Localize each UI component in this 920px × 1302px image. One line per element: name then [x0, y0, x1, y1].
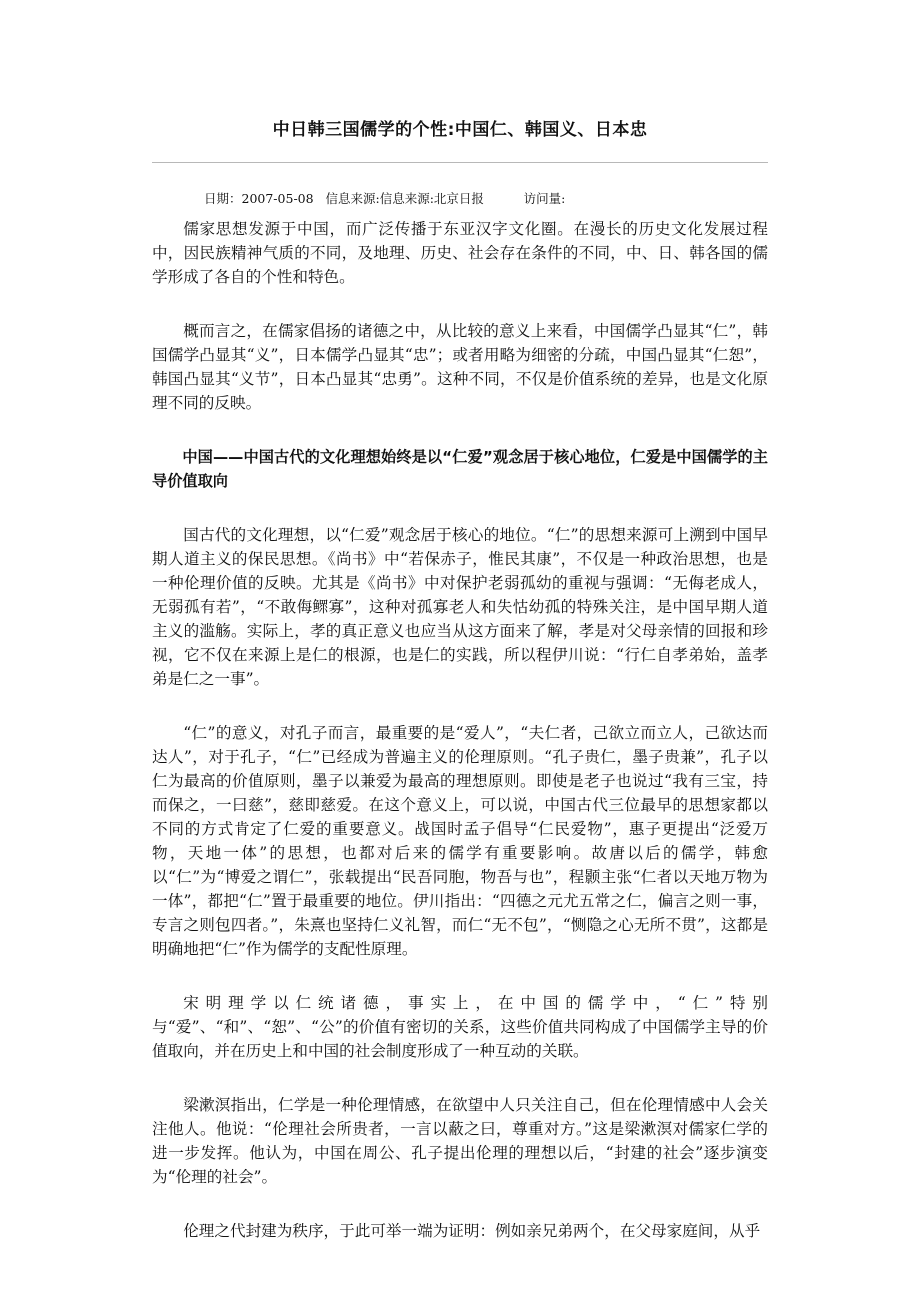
article-meta — [152, 191, 768, 207]
paragraph-liang: 梁漱溟指出，仁学是一种伦理情感，在欲望中人只关注自己，但在伦理情感中人会关注他人。他说：“伦理社会所贵者，一言以蔽之曰，尊重对方。”这是梁漱溟对儒家仁学的进一步发挥。他认为，中国在周公、孔子提出伦理的理想以后，“封建的社会”逐步演变为“伦理的社会”。 — [152, 1096, 768, 1186]
paragraph-ethics: 伦理之代封建为秩序，于此可举一端为证明：例如亲兄弟两个，在父母家庭间，从乎 — [183, 1222, 761, 1240]
paragraph-intro: 儒家思想发源于中国，而广泛传播于东亚汉字文化圈。在漫长的历史文化发展过程中，因民族精神气质的不同，及地理、历史、社会存在条件的不同，中、日、韩各国的儒学形成了各自的个性和特色。 — [152, 220, 768, 286]
article-page — [152, 0, 768, 1273]
paragraph-summary: 概而言之，在儒家倡扬的诸德之中，从比较的意义上来看，中国儒学凸显其“仁”，韩国儒学凸显其“义”，日本儒学凸显其“忠”；或者用略为细密的分疏，中国凸显其“仁恕”，韩国凸显其“义节”，日本凸显其“忠勇”。这种不同，不仅是价值系统的差异，也是文化原理不同的反映。 — [152, 322, 768, 412]
article-body — [152, 217, 768, 1243]
meta-source: 信息来源:信息来源:北京日报 — [325, 191, 484, 206]
title-divider — [152, 162, 768, 163]
article-title: 中日韩三国儒学的个性:中国仁、韩国义、日本忠 — [272, 120, 648, 140]
meta-views: 访问量: — [523, 191, 566, 206]
paragraph-meaning: “仁”的意义，对孔子而言，最重要的是“爱人”，“夫仁者，己欲立而立人，己欲达而达人”，对于孔子，“仁”已经成为普遍主义的伦理原则。“孔子贵仁，墨子贵兼”，孔子以仁为最高的价值原则，墨子以兼爱为最高的理想原则。即使是老子也说过“我有三宝，持而保之，一曰慈”，慈即慈爱。在这个意义上，可以说，中国古代三位最早的思想家都以不同的方式肯定了仁爱的重要意义。战国时孟子倡导“仁民爱物”，惠子更提出“泛爱万物，天地一体”的思想，也都对后来的儒学有重要影响。故唐以后的儒学，韩愈以“仁”为“博爱之谓仁”，张载提出“民吾同胞，物吾与也”，程颢主张“仁者以天地万物为一体”，都把“仁”置于最重要的地位。伊川指出：“四德之元尤五常之仁，偏言之则一事，专言之则包四者。”，朱熹也坚持仁义礼智，而仁“无不包”，“恻隐之心无所不贯”，这都是明确地把“仁”作为儒学的支配性原理。 — [152, 724, 768, 958]
paragraph-origin: 国古代的文化理想，以“仁爱”观念居于核心的地位。“仁”的思想来源可上溯到中国早期人道主义的保民思想。《尚书》中“若保赤子，惟民其康”，不仅是一种政治思想，也是一种伦理价值的反映。尤其是《尚书》中对保护老弱孤幼的重视与强调：“无侮老成人，无弱孤有若”，“不敢侮鳏寡”，这种对孤寡老人和失怙幼孤的特殊关注，是中国早期人道主义的滥觞。实际上，孝的真正意义也应当从这方面来了解，孝是对父母亲情的回报和珍视，它不仅在来源上是仁的根源，也是仁的实践，所以程伊川说：“行仁自孝弟始，盖孝弟是仁之一事”。 — [152, 526, 768, 688]
meta-date: 日期：2007-05-08 — [204, 191, 314, 206]
section-heading-china: 中国——中国古代的文化理想始终是以“仁爱”观念居于核心地位，仁爱是中国儒学的主导价值取向 — [152, 448, 768, 490]
paragraph-song-ming: 宋明理学以仁统诸德，事实上，在中国的儒学中，“仁”特别与“爱”、“和”、“恕”、“公”的价值有密切的关系，这些价值共同构成了中国儒学主导的价值取向，并在历史上和中国的社会制度形成了一种互动的关联。 — [152, 994, 768, 1060]
